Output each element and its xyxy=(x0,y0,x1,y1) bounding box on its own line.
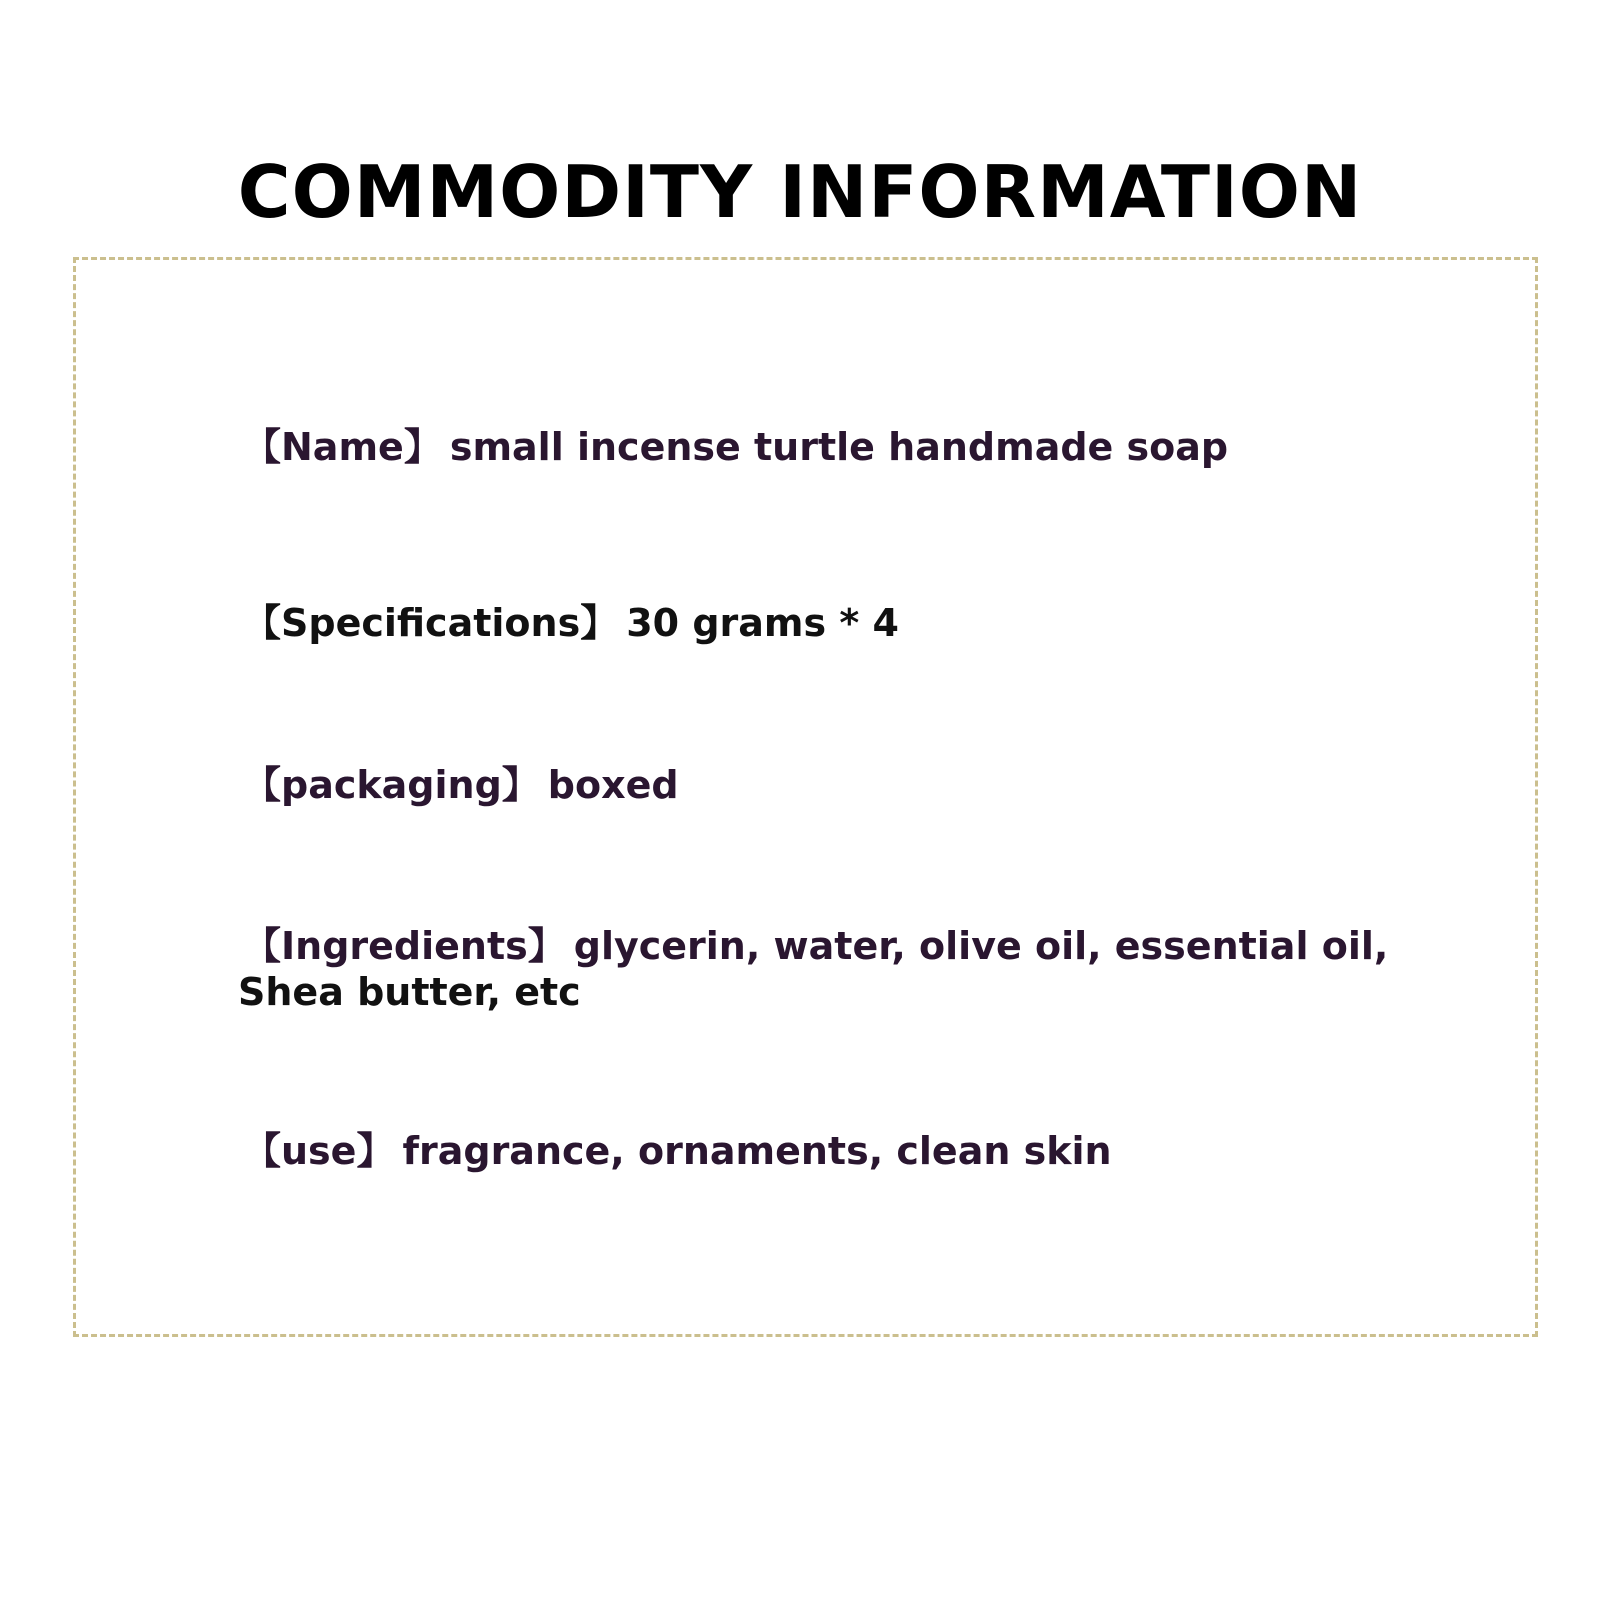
packaging-label: 【packaging】 xyxy=(243,763,540,807)
use-label: 【use】 xyxy=(243,1129,395,1173)
name-row xyxy=(243,424,1228,470)
use-row xyxy=(243,1128,1112,1174)
ingredients-label: 【Ingredients】 xyxy=(243,924,566,968)
packaging-row xyxy=(243,762,679,808)
name-label: 【Name】 xyxy=(243,425,442,469)
ingredients-row xyxy=(243,923,1388,969)
ingredients-value-line1: glycerin, water, olive oil, essential oil, xyxy=(573,924,1389,968)
name-value: small incense turtle handmade soap xyxy=(449,425,1229,469)
page-title: COMMODITY INFORMATION xyxy=(237,150,1363,235)
packaging-value: boxed xyxy=(547,763,679,807)
specifications-label: 【Specifications】 xyxy=(243,601,619,645)
specifications-row xyxy=(243,600,899,646)
use-value: fragrance, ornaments, clean skin xyxy=(402,1129,1112,1173)
specifications-value: 30 grams * 4 xyxy=(626,601,899,645)
ingredients-value-line2: Shea butter, etc xyxy=(238,970,581,1014)
